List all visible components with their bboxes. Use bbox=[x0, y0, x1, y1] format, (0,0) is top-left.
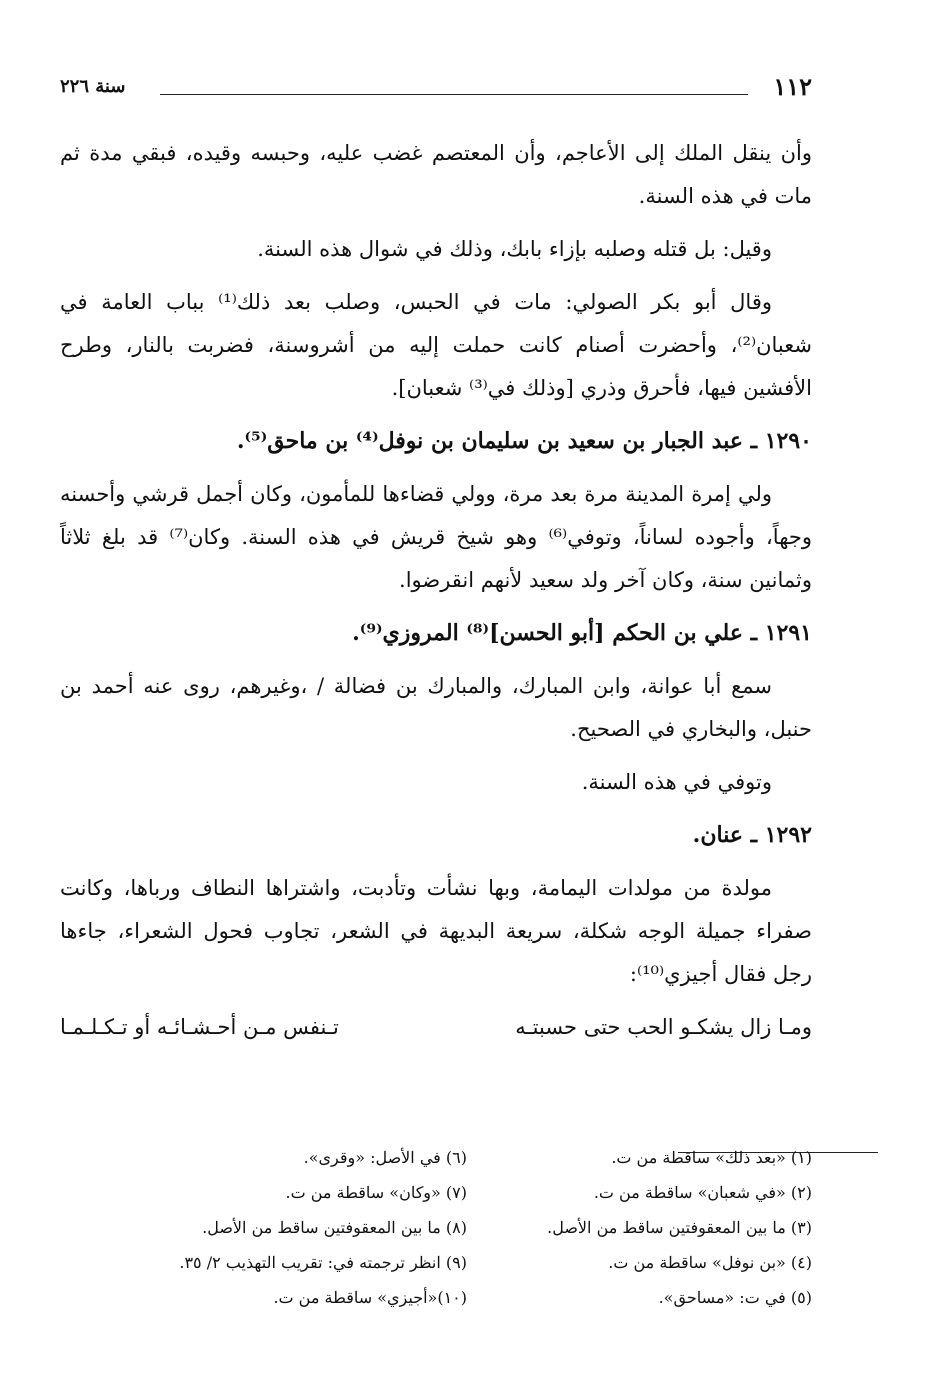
footnote: (٥) في ت: «مساحق». bbox=[658, 1288, 812, 1307]
paragraph: وقيل: بل قتله وصلبه بإزاء بابك، وذلك في شوال هذه السنة. bbox=[257, 237, 772, 261]
footnote: (٧) «وكان» ساقطة من ت. bbox=[285, 1183, 467, 1202]
footnotes bbox=[60, 1140, 812, 1315]
book-page bbox=[60, 70, 812, 1049]
running-head: سنة ٢٢٦ bbox=[60, 76, 126, 97]
paragraph: سمع أبا عوانة، وابن المبارك، والمبارك بن فضالة / ،وغيرهم، روى عنه أحمد بن حنبل، والبخاري في الصحيح. bbox=[60, 674, 812, 741]
footnote: (٣) ما بين المعقوفتين ساقط من الأصل. bbox=[547, 1218, 812, 1237]
footnote: (٢) «في شعبان» ساقطة من ت. bbox=[593, 1183, 812, 1202]
poem-verse bbox=[60, 1006, 812, 1049]
footnote: (١) «بعد ذلك» ساقطة من ت. bbox=[611, 1148, 812, 1167]
entry-heading-1290: ١٢٩٠ ـ عبد الجبار بن سعيد بن سليمان بن نوفل⁽⁴⁾ بن ماحق⁽⁵⁾. bbox=[236, 428, 812, 454]
entry-heading-1291: ١٢٩١ ـ علي بن الحكم [أبو الحسن]⁽⁸⁾ المروزي⁽⁹⁾. bbox=[352, 620, 812, 646]
footnote: (٨) ما بين المعقوفتين ساقط من الأصل. bbox=[202, 1218, 467, 1237]
footnote: (١٠)«أجيزي» ساقطة من ت. bbox=[273, 1288, 467, 1307]
paragraph: ولي إمرة المدينة مرة بعد مرة، وولي قضاءها للمأمون، وكان أجمل قرشي وأحسنه وجهاً، وأجوده لساناً، وتوفي⁽⁶⁾ وهو شيخ قريش في هذه السنة. وكان⁽⁷⁾ قد بلغ ثلاثاً وثمانين سنة، وكان آخر ولد سعيد لأنهم انقرضوا. bbox=[60, 482, 812, 592]
paragraph: مولدة من مولدات اليمامة، وبها نشأت وتأدبت، واشتراها النطاف ورباها، وكانت صفراء جميلة الوجه شكلة، سريعة البديهة في الشعر، تجاوب فحول الشعراء، جاءها رجل فقال أجيزي⁽¹⁰⁾: bbox=[60, 876, 812, 986]
header-rule bbox=[160, 94, 748, 95]
footnote: (٩) انظر ترجمته في: تقريب التهذيب ٢/ ٣٥. bbox=[179, 1253, 467, 1272]
verse-first-hemistich: ومـا زال يشكـو الحب حتى حسبتـه bbox=[515, 1015, 812, 1039]
paragraph: وقال أبو بكر الصولي: مات في الحبس، وصلب بعد ذلك⁽¹⁾ بباب العامة في شعبان⁽²⁾، وأحضرت أصنام كانت حملت إليه من أشروسنة، فضربت بالنار، وطرح الأفشين فيها، فأحرق وذري [وذلك في⁽³⁾ شعبان]. bbox=[60, 290, 812, 400]
paragraph: وتوفي في هذه السنة. bbox=[581, 770, 772, 794]
page-number: ١١٢ bbox=[773, 72, 812, 101]
footnote: (٤) «بن نوفل» ساقطة من ت. bbox=[608, 1253, 812, 1272]
main-text bbox=[60, 132, 812, 1049]
footnotes-column-left bbox=[107, 1140, 467, 1315]
verse-second-hemistich: تـنفس مـن أحـشـائـه أو تـكـلـمـا bbox=[60, 1015, 339, 1039]
footnote: (٦) في الأصل: «وقرى». bbox=[303, 1148, 467, 1167]
paragraph: وأن ينقل الملك إلى الأعاجم، وأن المعتصم غضب عليه، وحبسه وقيده، فبقي مدة ثم مات في هذه السنة. bbox=[60, 141, 812, 208]
footnotes-column-right bbox=[467, 1140, 812, 1315]
page-header bbox=[60, 70, 812, 104]
entry-heading-1292: ١٢٩٢ ـ عنان. bbox=[692, 822, 812, 848]
